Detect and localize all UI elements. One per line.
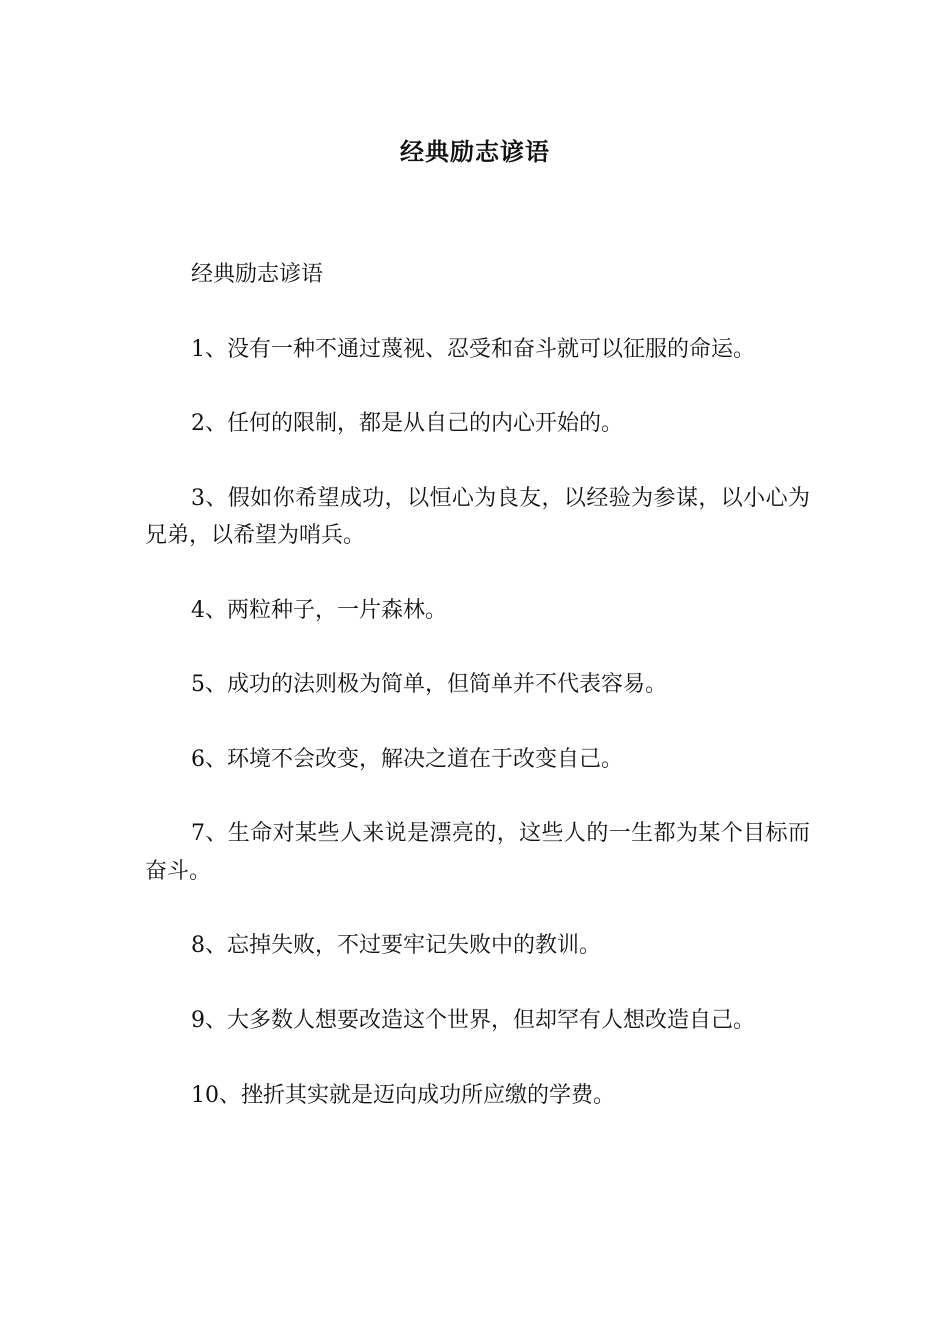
proverb-10: 10、挫折其实就是迈向成功所应缴的学费。	[191, 1082, 615, 1108]
proverb-2: 2、任何的限制，都是从自己的内心开始的。	[191, 411, 623, 437]
proverb-1: 1、没有一种不通过蔑视、忍受和奋斗就可以征服的命运。	[191, 336, 755, 362]
proverb-6: 6、环境不会改变，解决之道在于改变自己。	[191, 746, 623, 772]
proverb-9: 9、大多数人想要改造这个世界，但却罕有人想改造自己。	[191, 1007, 755, 1033]
proverb-5: 5、成功的法则极为简单，但简单并不代表容易。	[191, 672, 667, 698]
proverb-7: 7、生命对某些人来说是漂亮的，这些人的一生都为某个目标而奋斗。	[145, 821, 810, 884]
proverb-8: 8、忘掉失败，不过要牢记失败中的教训。	[191, 933, 601, 959]
proverb-3: 3、假如你希望成功，以恒心为良友，以经验为参谋，以小心为兄弟，以希望为哨兵。	[145, 485, 810, 549]
document-body	[145, 256, 810, 1151]
subtitle-paragraph: 经典励志谚语	[191, 262, 324, 287]
document-title: 经典励志谚语	[400, 137, 550, 166]
proverb-4: 4、两粒种子，一片森林。	[191, 597, 447, 623]
